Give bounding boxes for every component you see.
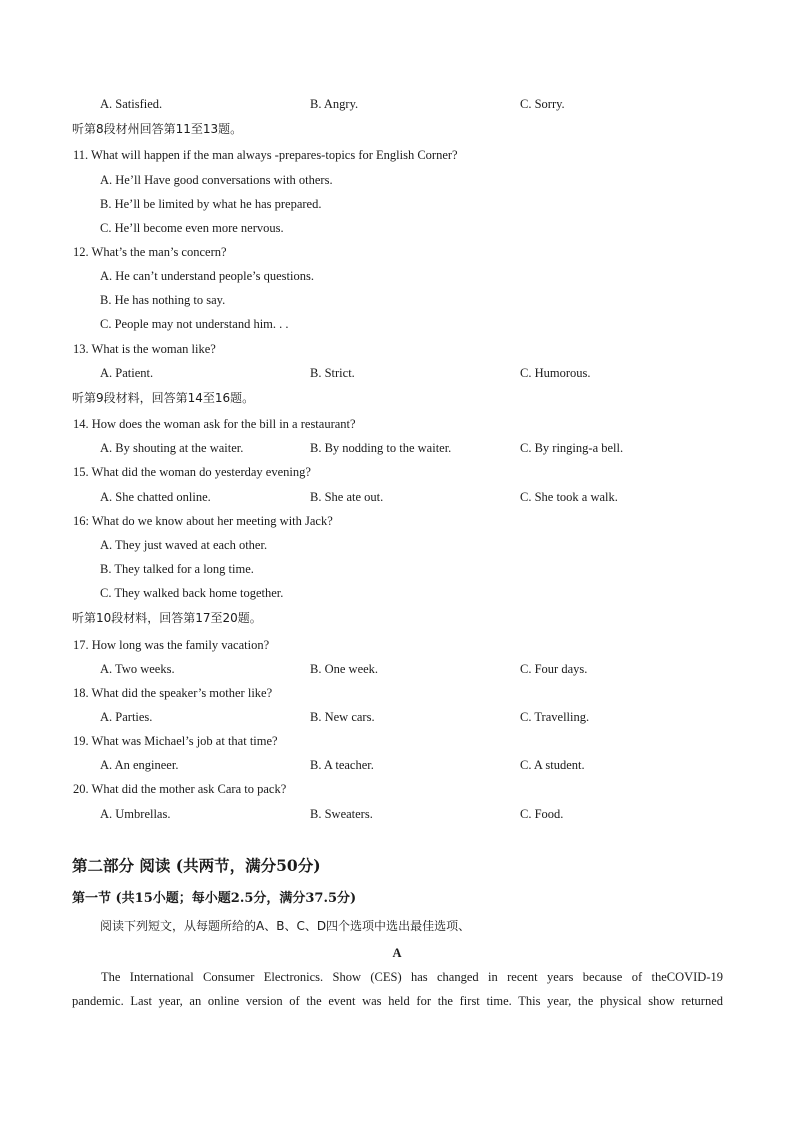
q13-option-b: B. Strict. <box>310 366 355 380</box>
q18-option-b: B. New cars. <box>310 710 375 724</box>
q19-option-c: C. A student. <box>520 758 585 772</box>
q14-option-b: B. By nodding to the waiter. <box>310 441 452 455</box>
section8-instruction: 听第8段材州回答第11至13题。 <box>72 122 243 136</box>
q15-option-c: C. She took a walk. <box>520 490 618 504</box>
q14-option-c: C. By ringing-a bell. <box>520 441 624 455</box>
q18-stem: 18. What did the speaker’s mother like? <box>73 686 273 700</box>
q11-option-a: A. He’ll Have good conversations with others. <box>100 173 333 187</box>
q10-option-a: A. Satisfied. <box>100 97 163 111</box>
q19-option-b: B. A teacher. <box>310 758 374 772</box>
q11-option-b: B. He’ll be limited by what he has prepared. <box>100 197 322 211</box>
passage-line-2: pandemic. Last year, an online version of the event was held for the first time. This year, the physical show returned <box>72 994 723 1008</box>
q11-option-c: C. He’ll become even more nervous. <box>100 221 284 235</box>
q15-option-a: A. She chatted online. <box>100 490 211 504</box>
q19-option-a: A. An engineer. <box>100 758 179 772</box>
q13-option-c: C. Humorous. <box>520 366 591 380</box>
q12-stem: 12. What’s the man’s concern? <box>73 245 227 259</box>
q18-option-c: C. Travelling. <box>520 710 590 724</box>
q17-option-a: A. Two weeks. <box>100 662 175 676</box>
q20-stem: 20. What did the mother ask Cara to pack? <box>73 782 287 796</box>
part2-title: 第二部分 阅读 (共两节，满分50分) <box>72 856 321 875</box>
q12-option-c: C. People may not understand him. . . <box>100 317 289 331</box>
q15-option-b: B. She ate out. <box>310 490 384 504</box>
q12-option-a: A. He can’t understand people’s questions. <box>100 269 314 283</box>
q13-option-a: A. Patient. <box>100 366 154 380</box>
q16-option-c: C. They walked back home together. <box>100 586 284 600</box>
q16-option-a: A. They just waved at each other. <box>100 538 268 552</box>
q17-option-c: C. Four days. <box>520 662 588 676</box>
q18-option-a: A. Parties. <box>100 710 153 724</box>
q11-stem: 11. What will happen if the man always -prepares-topics for English Corner? <box>73 148 458 162</box>
q14-stem: 14. How does the woman ask for the bill in a restaurant? <box>73 417 356 431</box>
section10-instruction: 听第10段材料，回答第17至20题。 <box>72 611 262 625</box>
q16-option-b: B. They talked for a long time. <box>100 562 254 576</box>
q15-stem: 15. What did the woman do yesterday evening? <box>73 465 311 479</box>
q16-stem: 16: What do we know about her meeting with Jack? <box>73 514 333 528</box>
q10-option-c: C. Sorry. <box>520 97 565 111</box>
q19-stem: 19. What was Michael’s job at that time? <box>73 734 278 748</box>
q14-option-a: A. By shouting at the waiter. <box>100 441 244 455</box>
section9-instruction: 听第9段材料，回答第14至16题。 <box>72 391 255 405</box>
q12-option-b: B. He has nothing to say. <box>100 293 226 307</box>
q13-stem: 13. What is the woman like? <box>73 342 216 356</box>
q20-option-a: A. Umbrellas. <box>100 807 171 821</box>
passage-line-1: The International Consumer Electronics. Show (CES) has changed in recent years because of theCOVID-19 <box>101 970 723 984</box>
q20-option-b: B. Sweaters. <box>310 807 373 821</box>
q17-option-b: B. One week. <box>310 662 379 676</box>
q20-option-c: C. Food. <box>520 807 564 821</box>
q10-option-b: B. Angry. <box>310 97 359 111</box>
passage-label: A <box>392 946 402 960</box>
reading-instruction: 阅读下列短文，从每题所给的A、B、C、D四个选项中选出最佳选项、 <box>100 919 471 933</box>
section1-title: 第一节 (共15小题；每小题2.5分，满分37.5分) <box>72 891 357 906</box>
q17-stem: 17. How long was the family vacation? <box>73 638 270 652</box>
